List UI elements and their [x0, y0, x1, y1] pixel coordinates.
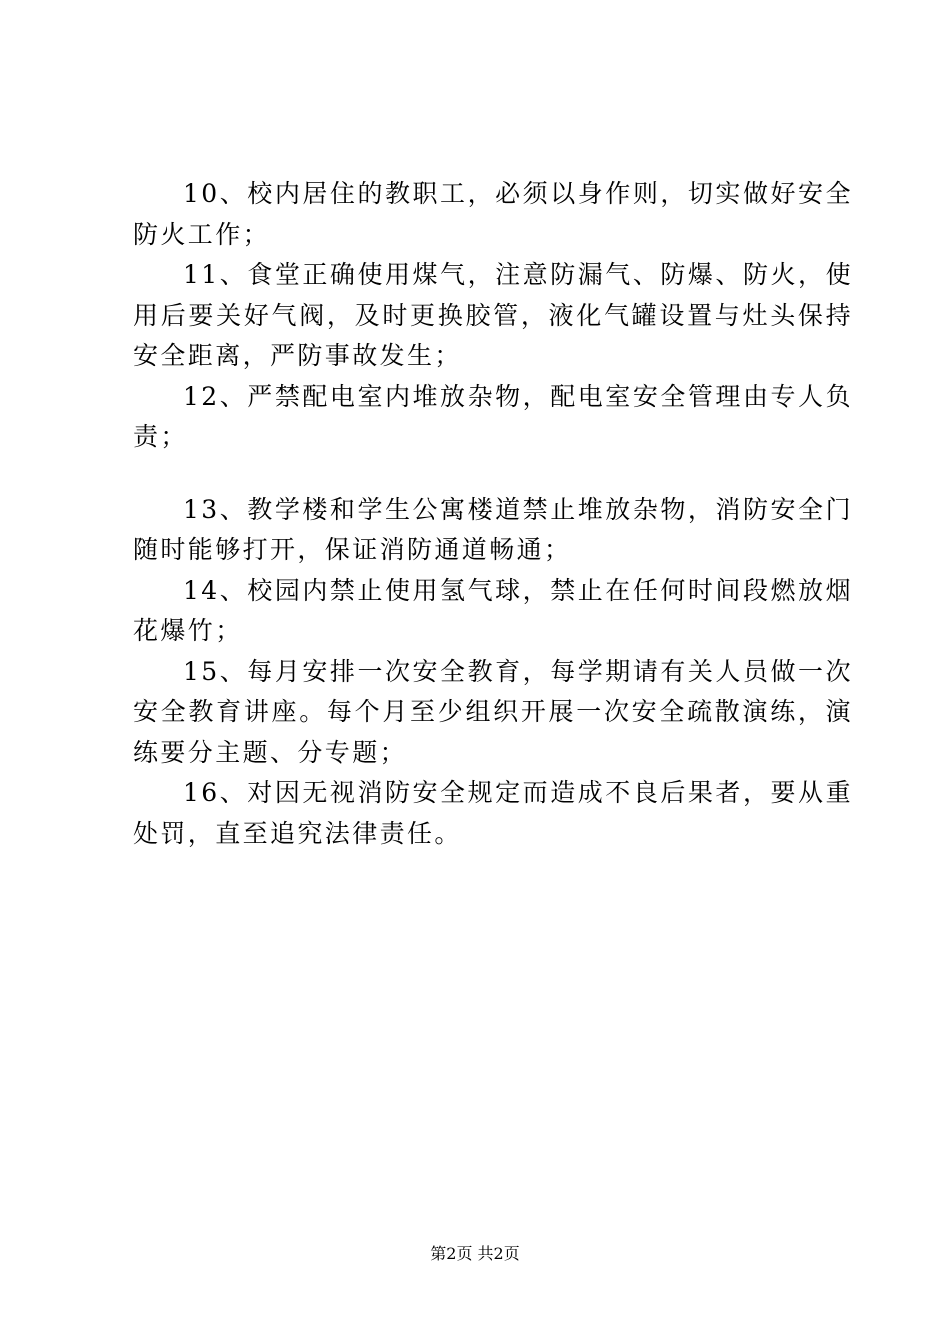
paragraph-item-16: 16、对因无视消防安全规定而造成不良后果者，要从重处罚，直至追究法律责任。: [133, 778, 853, 848]
paragraph-item-10: 10、校内居住的教职工，必须以身作则，切实做好安全防火工作；: [133, 179, 853, 249]
paragraph-item-13: 13、教学楼和学生公寓楼道禁止堆放杂物，消防安全门随时能够打开，保证消防通道畅通；: [133, 494, 853, 564]
paragraph-item-12: 12、严禁配电室内堆放杂物，配电室安全管理由专人负责；: [133, 381, 853, 451]
paragraph-item-11: 11、食堂正确使用煤气，注意防漏气、防爆、防火，使用后要关好气阀，及时更换胶管，液化气罐设置与灶头保持安全距离，严防事故发生；: [133, 260, 853, 370]
paragraph-item-14: 14、校园内禁止使用氢气球，禁止在任何时间段燃放烟花爆竹；: [133, 575, 853, 645]
page-footer: 第2页 共2页: [430, 1244, 520, 1263]
document-body: [133, 174, 853, 854]
paragraph-item-15: 15、每月安排一次安全教育，每学期请有关人员做一次安全教育讲座。每个月至少组织开展一次安全疏散演练，演练要分主题、分专题；: [133, 656, 853, 767]
